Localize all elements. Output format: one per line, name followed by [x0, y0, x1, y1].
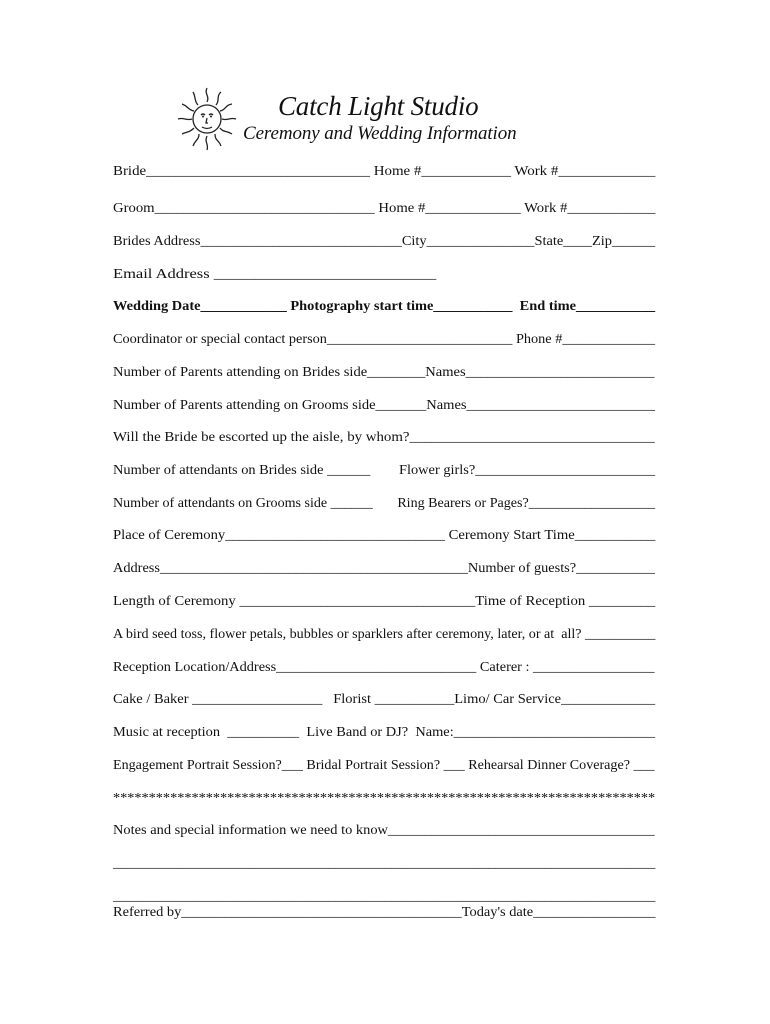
cake-florist-limo-line[interactable]: Cake / Baker __________________ Florist ___________Limo/ Car Service_____________ — [113, 691, 656, 706]
address-line[interactable]: Address___________________________________________Number of guests?___________ — [113, 560, 655, 575]
brides-address-line[interactable]: Brides Address____________________________City_______________State____Zip______ — [113, 233, 656, 248]
portrait-sessions-line[interactable]: Engagement Portrait Session?___ Bridal Portrait Session? ___ Rehearsal Dinner Coverage? ___ — [113, 757, 655, 772]
wedding-date-line[interactable]: Wedding Date____________ Photography start time___________ End time___________ — [113, 298, 656, 313]
coordinator-line[interactable]: Coordinator or special contact person__________________________ Phone #_____________ — [113, 331, 656, 346]
parents-grooms-side-line[interactable]: Number of Parents attending on Grooms side_______Names__________________________ — [113, 397, 656, 412]
bride-line[interactable]: Bride______________________________ Home #____________ Work #_____________ — [113, 163, 656, 178]
music-line[interactable]: Music at reception __________ Live Band or DJ? Name:____________________________ — [113, 724, 656, 739]
notes-line[interactable]: Notes and special information we need to know_____________________________________ — [113, 822, 655, 837]
notes-blank-line-2[interactable]: ______________________________________________________________________________ — [113, 888, 656, 903]
reception-location-line[interactable]: Reception Location/Address____________________________ Caterer : _________________ — [113, 659, 655, 674]
groom-line[interactable]: Groom______________________________ Home #_____________ Work #____________ — [113, 200, 656, 215]
grooms-attendants-line[interactable]: Number of attendants on Grooms side ______ Ring Bearers or Pages?__________________ — [113, 495, 656, 510]
brides-attendants-line[interactable]: Number of attendants on Brides side ______ Flower girls?_________________________ — [113, 462, 656, 477]
bride-escort-line[interactable]: Will the Bride be escorted up the aisle, by whom?_________________________________ — [113, 429, 655, 444]
notes-blank-line-1[interactable]: ______________________________________________________________________________ — [113, 855, 656, 870]
email-address-line[interactable]: Email Address ___________________________ — [113, 266, 437, 281]
form-subtitle: Ceremony and Wedding Information — [243, 123, 517, 144]
referred-by-line[interactable]: Referred by_______________________________________Today's date_________________ — [113, 904, 656, 919]
bird-seed-toss-line[interactable]: A bird seed toss, flower petals, bubbles or sparklers after ceremony, later, or at all? __________ — [113, 626, 656, 641]
length-of-ceremony-line[interactable]: Length of Ceremony ________________________________Time of Reception _________ — [113, 593, 656, 608]
studio-title: Catch Light Studio — [278, 91, 479, 121]
sun-logo-icon — [174, 84, 240, 154]
parents-brides-side-line[interactable]: Number of Parents attending on Brides side________Names__________________________ — [113, 364, 655, 379]
place-of-ceremony-line[interactable]: Place of Ceremony______________________________ Ceremony Start Time___________ — [113, 527, 656, 542]
asterisk-divider: **************************************************************************** — [113, 790, 656, 805]
